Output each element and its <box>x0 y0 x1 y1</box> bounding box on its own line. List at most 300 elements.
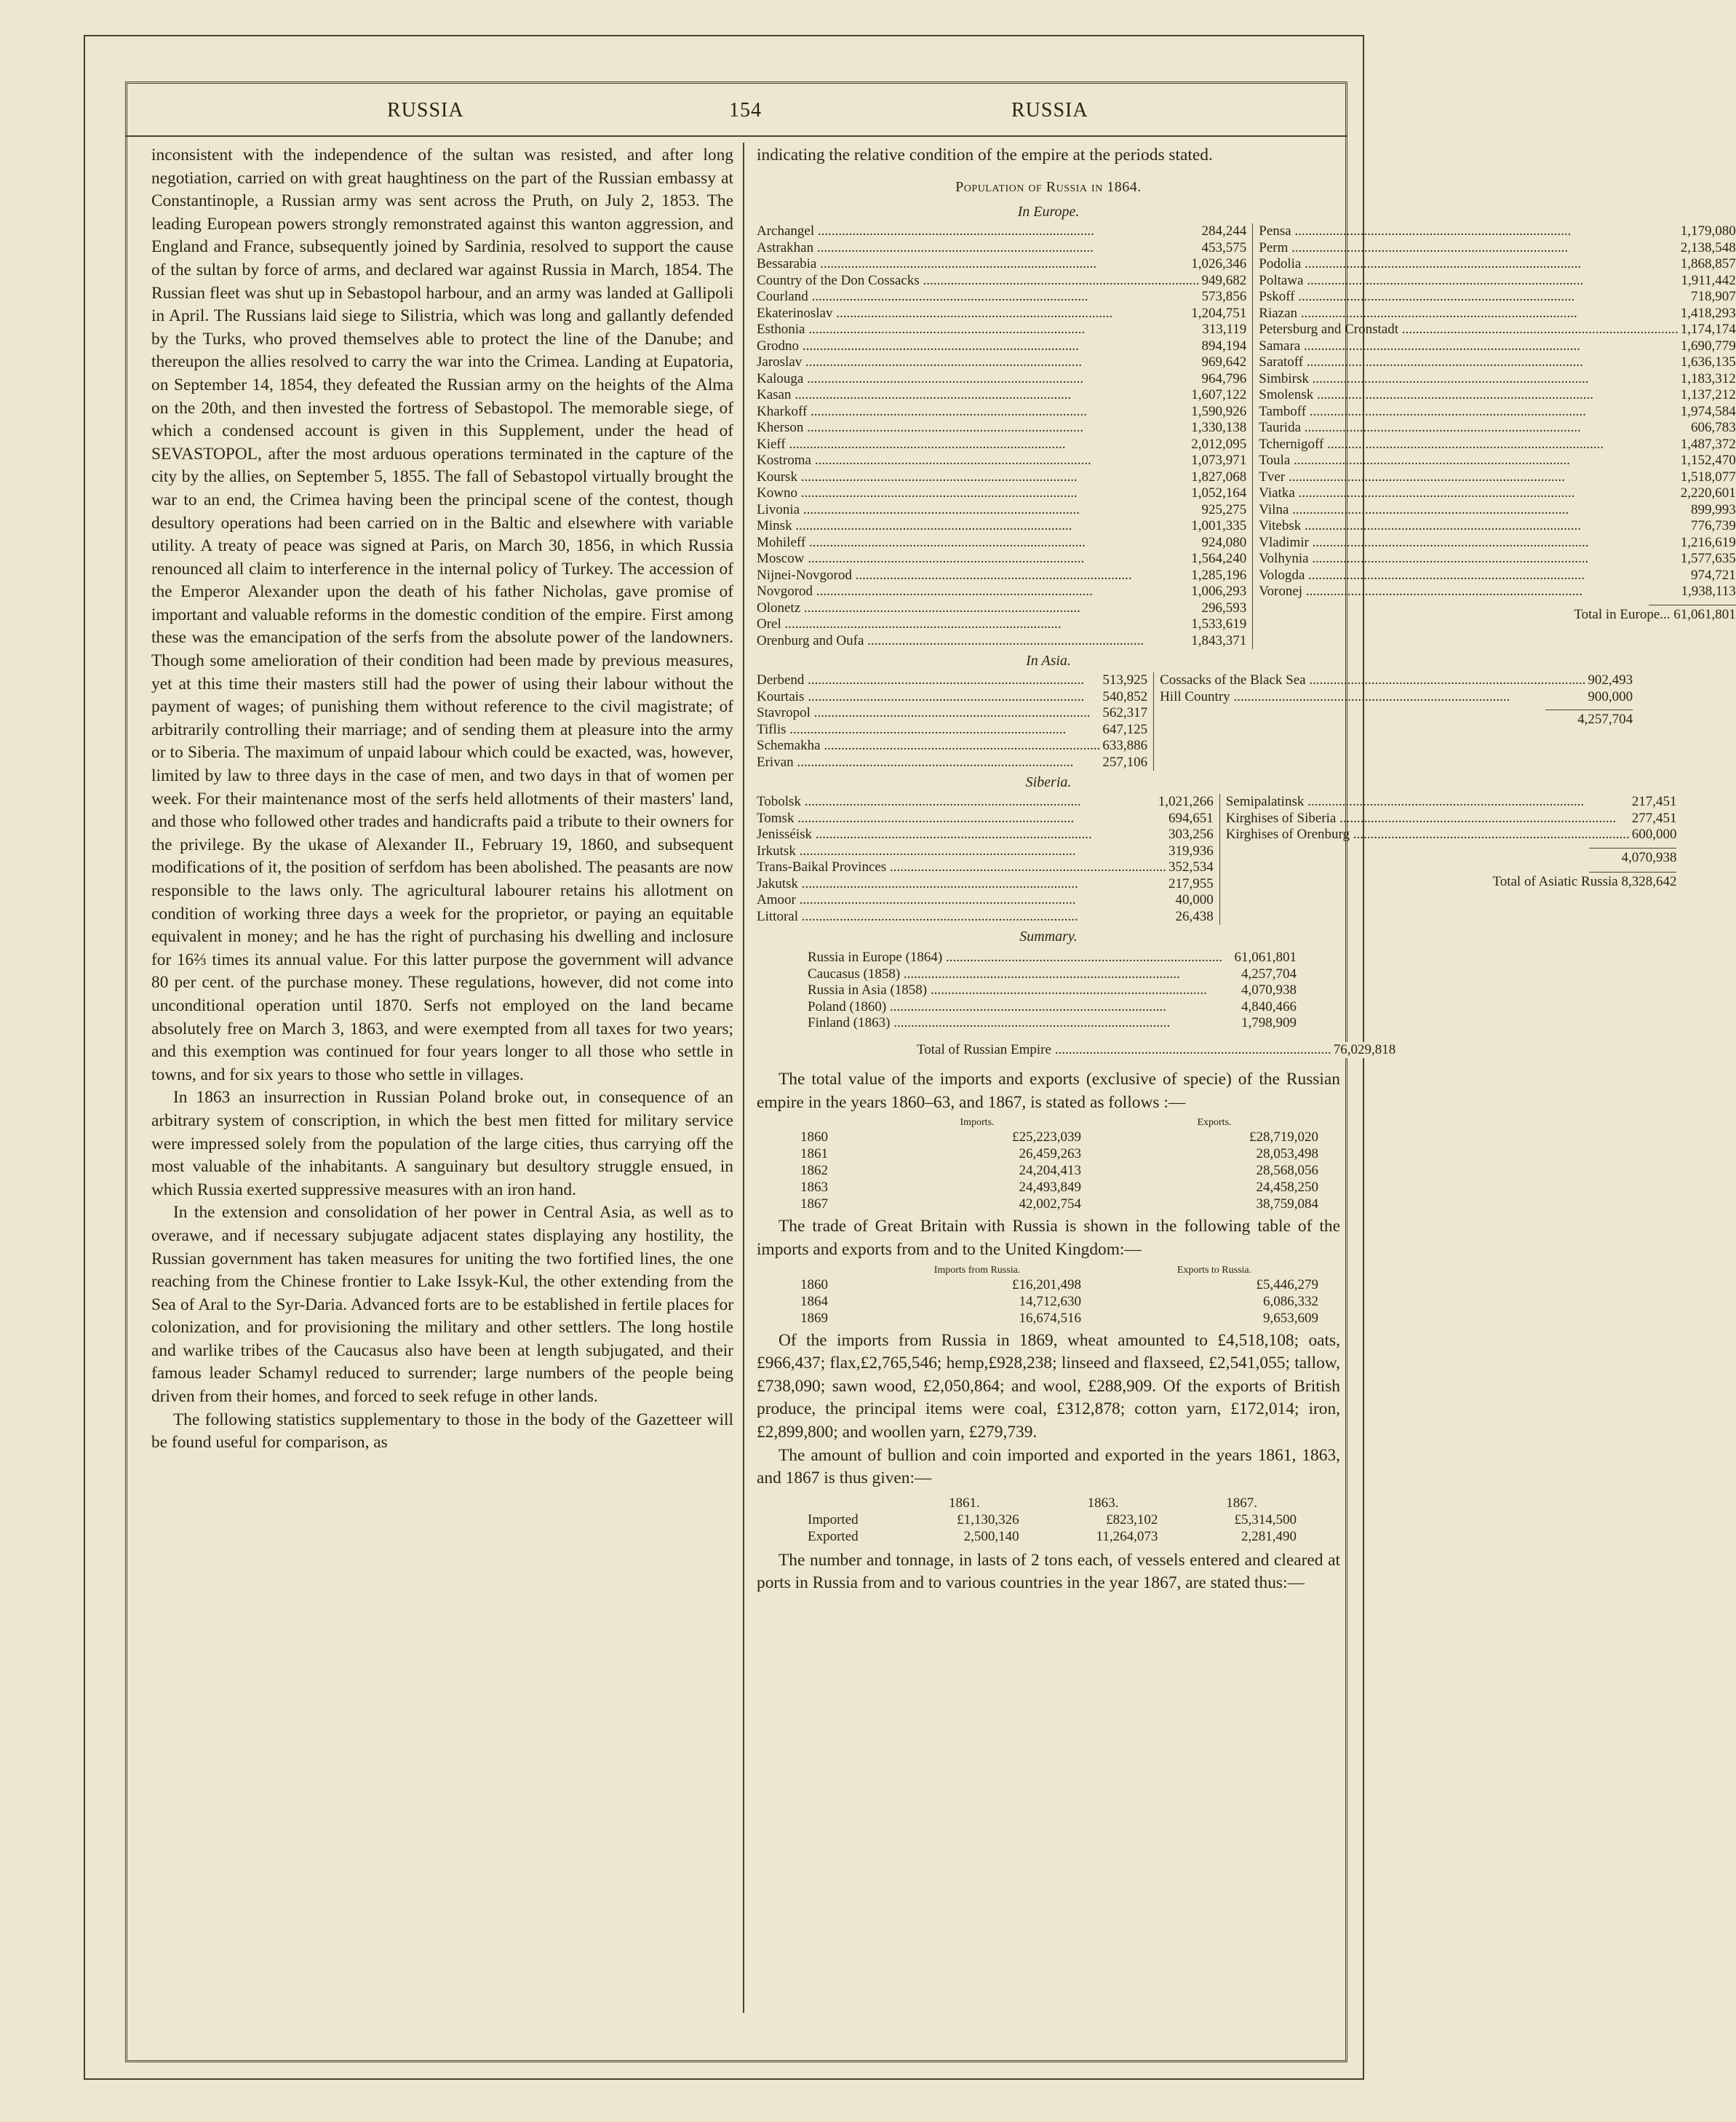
province-row <box>757 551 1246 568</box>
province-row-value: 1,183,312 <box>1679 371 1736 388</box>
province-row-value: 2,138,548 <box>1679 240 1736 257</box>
page-number: 154 <box>729 99 762 122</box>
bullion-row-cell: £823,102 <box>1106 1511 1158 1527</box>
province-row-value: 2,220,601 <box>1679 485 1736 502</box>
province-row-value: 540,852 <box>1100 689 1147 706</box>
summary-heading: Summary. <box>1019 929 1078 945</box>
province-row <box>1259 404 1736 421</box>
province-row-value: 1,330,138 <box>1189 420 1246 437</box>
bullion-row-cell: 2,500,140 <box>963 1528 1019 1544</box>
province-row-name: Nijnei-Novgorod ..... <box>757 568 1189 584</box>
province-row <box>757 722 1147 739</box>
province-row-name: Tiflis ..... <box>757 722 1100 739</box>
asia-table <box>757 672 1633 771</box>
paragraph: In 1863 an insurrection in Russian Poland broke out, in consequence of an arbitrary system of conscription, in which the best men fitted for military service were impressed solely from the population of the large cities, thus carrying off the most valuable of the inhabitants. A sanguinary but desultory struggle ensued, in which Russia exerted suppressive measures with an iron hand. <box>151 1088 733 1199</box>
province-row <box>757 387 1246 404</box>
siberia-right-list <box>1220 794 1677 925</box>
imports-row-cell: 24,458,250 <box>1256 1180 1318 1196</box>
province-row-name: Vitebsk ..... <box>1259 518 1689 535</box>
province-row-name: Kieff ..... <box>757 437 1189 453</box>
province-row <box>757 354 1246 371</box>
province-row-value: 776,739 <box>1689 518 1736 535</box>
province-row <box>1259 387 1736 404</box>
province-row <box>1160 689 1633 706</box>
province-row-value: 1,487,372 <box>1679 437 1736 453</box>
province-row <box>1259 223 1736 240</box>
province-row-value: 647,125 <box>1100 722 1147 739</box>
province-row <box>757 437 1246 453</box>
province-row-value: 352,534 <box>1166 859 1214 876</box>
province-row-value: 284,244 <box>1200 223 1247 240</box>
summary-row <box>808 999 1297 1016</box>
province-row <box>1259 289 1736 306</box>
province-row-value: 1,607,122 <box>1189 387 1246 404</box>
province-row-name: Vladimir ..... <box>1259 535 1679 552</box>
imports-row <box>800 1129 1333 1145</box>
imports-table <box>800 1117 1333 1212</box>
province-row-name: Riazan ..... <box>1259 306 1679 322</box>
province-row-name: Stavropol ..... <box>757 705 1100 722</box>
paragraph: The number and tonnage, in lasts of 2 tons each, of vessels entered and cleared at ports in Russia from and to various countries in the year 1867, are stated thus:— <box>757 1550 1340 1593</box>
province-row-name: Kowno ..... <box>757 485 1189 502</box>
province-row <box>1259 453 1736 469</box>
province-row <box>1259 338 1736 355</box>
imports-row-cell: 24,493,849 <box>1019 1180 1081 1196</box>
europe-left-list <box>757 223 1253 649</box>
province-row-name: Petersburg and Cronstadt ..... <box>1259 322 1679 338</box>
province-row-name: Olonetz ..... <box>757 600 1200 617</box>
province-row-value: 974,721 <box>1689 568 1736 584</box>
header-rule <box>125 135 1347 137</box>
province-row-value: 964,796 <box>1200 371 1247 388</box>
imports-row-cell: 1863 <box>800 1180 828 1196</box>
province-row-value: 1,690,779 <box>1679 338 1736 355</box>
britain-row-cell: £16,201,498 <box>1012 1276 1081 1292</box>
paragraph: In the extension and consolidation of her power in Central Asia, as well as to overawe, and if necessary subjugate adjacent states displaying any hostility, the Russian government has taken measures for uniting the two fortified lines, the one reaching from the Chinese frontier to Lake Issyk-Kul, the other extending from the Sea of Aral to the Syr-Daria. Advanced forts are to be established in fertile places for colonization, and for provisioning the military and other settlers. The long hostile and warlike tribes of the Caucasus also have been at length subjugated, and their famous leader Schamyl reduced to surrender; large numbers of the people being driven from their homes, and forced to seek refuge in other lands. <box>151 1203 733 1407</box>
bullion-year: 1867. <box>1226 1495 1258 1511</box>
province-row-name: Kostroma ..... <box>757 453 1189 469</box>
province-row <box>757 705 1147 722</box>
province-row-value: 1,911,442 <box>1679 273 1735 290</box>
bullion-row-cell: £5,314,500 <box>1234 1511 1297 1527</box>
province-row-value: 925,275 <box>1200 502 1247 519</box>
europe-total: Total in Europe... 61,061,801 <box>1574 606 1736 622</box>
province-row-name: Esthonia ..... <box>757 322 1200 338</box>
province-row-value: 969,642 <box>1200 354 1247 371</box>
province-row-value: 633,886 <box>1100 738 1147 755</box>
summary-row <box>808 966 1297 983</box>
province-row-name: Tchernigoff ..... <box>1259 437 1679 453</box>
paragraph: indicating the relative condition of the empire at the periods stated. <box>757 146 1213 164</box>
province-row-name: Kourtais ..... <box>757 689 1100 706</box>
province-row-value: 1,204,751 <box>1189 306 1246 322</box>
province-row-value: 1,843,371 <box>1189 633 1246 650</box>
bullion-row-cell: Imported <box>808 1511 859 1527</box>
province-row-name: Perm ..... <box>1259 240 1679 257</box>
province-row-name: Amoor ..... <box>757 892 1173 909</box>
province-row-value: 296,593 <box>1200 600 1247 617</box>
province-row <box>757 338 1246 355</box>
province-row-name: Bessarabia ..... <box>757 256 1189 273</box>
province-row-name: Pskoff ..... <box>1259 289 1689 306</box>
bullion-row <box>808 1528 1311 1545</box>
province-row-name: Semipalatinsk ..... <box>1226 794 1630 811</box>
province-row-value: 1,518,077 <box>1679 469 1736 486</box>
page-header <box>125 90 1347 134</box>
province-row-name: Samara ..... <box>1259 338 1679 355</box>
province-row <box>757 485 1246 502</box>
province-row-value: 1,052,164 <box>1189 485 1246 502</box>
province-row-value: 949,682 <box>1200 273 1247 290</box>
province-row-name: Derbend ..... <box>757 672 1100 689</box>
summary-table <box>808 950 1396 1058</box>
province-row-value: 694,651 <box>1166 811 1214 827</box>
britain-row-cell: 6,086,332 <box>1263 1293 1318 1309</box>
province-row-name: Voronej ..... <box>1259 584 1679 600</box>
province-row <box>757 909 1214 926</box>
bullion-row-cell: Exported <box>808 1528 859 1544</box>
summary-row <box>808 950 1297 966</box>
britain-row <box>800 1276 1333 1293</box>
province-row <box>757 859 1214 876</box>
paragraph: The following statistics supplementary to those in the body of the Gazetteer will be found useful for comparison, as <box>151 1410 733 1453</box>
province-row-name: Podolia ..... <box>1259 256 1679 273</box>
province-row <box>757 755 1147 771</box>
summary-row-value: 1,798,909 <box>1239 1015 1297 1032</box>
imports-row-cell: £28,719,020 <box>1249 1129 1318 1145</box>
paragraph: Of the imports from Russia in 1869, wheat amounted to £4,518,108; oats,£966,437; flax,£2,765,546; hemp,£928,238; linseed and flaxseed, £2,541,055; tallow, £738,090; sawn wood, £2,050,864; and wool, £288,909. Of the exports of British produce, the principal items were coal, £312,878; cotton yarn, £172,014; iron, £2,899,800; and woollen yarn, £279,739. <box>757 1330 1340 1442</box>
province-row <box>1259 256 1736 273</box>
britain-row-cell: 1860 <box>800 1276 828 1292</box>
province-row-value: 1,564,240 <box>1189 551 1246 568</box>
province-row-name: Koursk ..... <box>757 469 1189 486</box>
province-row <box>757 322 1246 338</box>
province-row-value: 1,974,584 <box>1679 404 1736 421</box>
siberia-left-list <box>757 794 1220 925</box>
province-row <box>757 738 1147 755</box>
province-row <box>1259 518 1736 535</box>
province-row-value: 1,006,293 <box>1189 584 1246 600</box>
province-row-name: Schemakha ..... <box>757 738 1100 755</box>
europe-table <box>757 223 1736 649</box>
summary-row-value: 4,257,704 <box>1239 966 1297 983</box>
province-row-value: 1,636,135 <box>1679 354 1736 371</box>
province-row <box>757 306 1246 322</box>
province-row-name: Tobolsk ..... <box>757 794 1156 811</box>
province-row <box>757 892 1214 909</box>
province-row-name: Livonia ..... <box>757 502 1200 519</box>
bullion-row-cell: £1,130,326 <box>957 1511 1019 1527</box>
province-row-value: 1,418,293 <box>1679 306 1736 322</box>
province-row-value: 1,001,335 <box>1189 518 1246 535</box>
province-row-value: 900,000 <box>1585 689 1633 706</box>
imports-row-cell: 1867 <box>800 1196 828 1212</box>
province-row-value: 718,907 <box>1689 289 1736 306</box>
province-row-name: Taurida ..... <box>1259 420 1689 437</box>
province-row <box>757 811 1214 827</box>
province-row <box>1226 794 1677 811</box>
imports-row-cell: 42,002,754 <box>1019 1196 1081 1212</box>
province-row-name: Orenburg and Oufa ..... <box>757 633 1189 650</box>
header-left-title: RUSSIA <box>387 99 464 122</box>
britain-row <box>800 1293 1333 1310</box>
province-row <box>757 453 1246 469</box>
imports-row-cell: 28,568,056 <box>1256 1163 1318 1179</box>
imports-row-cell: 1861 <box>800 1146 828 1162</box>
province-row <box>1226 811 1677 827</box>
province-row-value: 453,575 <box>1200 240 1247 257</box>
province-row <box>757 689 1147 706</box>
province-row-value: 1,216,619 <box>1679 535 1736 552</box>
province-row <box>1226 827 1677 843</box>
province-row <box>757 469 1246 486</box>
province-row-value: 303,256 <box>1166 827 1214 843</box>
province-row <box>757 584 1246 600</box>
province-row-value: 313,119 <box>1200 322 1246 338</box>
province-row <box>757 568 1246 584</box>
province-row-value: 894,194 <box>1200 338 1247 355</box>
province-row-name: Moscow ..... <box>757 551 1189 568</box>
province-row-name: Country of the Don Cossacks ..... <box>757 273 1200 290</box>
province-row <box>757 794 1214 811</box>
imports-row <box>800 1145 1333 1162</box>
province-row-value: 573,856 <box>1200 289 1247 306</box>
province-row-name: Hill Country ..... <box>1160 689 1585 706</box>
province-row-name: Kherson ..... <box>757 420 1189 437</box>
province-row <box>757 404 1246 421</box>
province-row <box>1259 535 1736 552</box>
province-row <box>757 518 1246 535</box>
province-row-name: Vilna ..... <box>1259 502 1689 519</box>
province-row-name: Cossacks of the Black Sea ..... <box>1160 672 1585 689</box>
imports-row-cell: 1860 <box>800 1129 828 1145</box>
province-row-name: Erivan ..... <box>757 755 1100 771</box>
imports-row-cell: £25,223,039 <box>1012 1129 1081 1145</box>
province-row-value: 1,285,196 <box>1189 568 1246 584</box>
bullion-year: 1861. <box>948 1495 980 1511</box>
province-row-name: Novgorod ..... <box>757 584 1189 600</box>
imports-row <box>800 1179 1333 1196</box>
britain-row-cell: 9,653,609 <box>1263 1310 1318 1326</box>
imports-row <box>800 1162 1333 1179</box>
imports-row-cell: 24,204,413 <box>1019 1163 1081 1179</box>
province-row <box>1259 354 1736 371</box>
province-row-value: 1,590,926 <box>1189 404 1246 421</box>
province-row-value: 902,493 <box>1585 672 1633 689</box>
asiatic-total: Total of Asiatic Russia 8,328,642 <box>1492 873 1677 889</box>
europe-heading: In Europe. <box>1017 204 1080 220</box>
province-row <box>1259 469 1736 486</box>
asia-heading: In Asia. <box>1026 653 1071 669</box>
province-row-name: Mohileff ..... <box>757 535 1200 552</box>
bullion-row <box>808 1511 1311 1528</box>
province-row-name: Kasan ..... <box>757 387 1189 404</box>
summary-row-name: Finland (1863) ..... <box>808 1015 1239 1032</box>
province-row-name: Volhynia ..... <box>1259 551 1679 568</box>
imports-row-cell: 26,459,263 <box>1019 1146 1081 1162</box>
province-row <box>757 876 1214 893</box>
province-row-value: 1,137,212 <box>1679 387 1736 404</box>
summary-total-value: 76,029,818 <box>1331 1042 1396 1059</box>
province-row <box>757 600 1246 617</box>
column-divider <box>743 143 744 2013</box>
britain-row-cell: 1864 <box>800 1293 828 1309</box>
britain-imports-header: Imports from Russia. <box>933 1264 1021 1276</box>
britain-exports-header: Exports to Russia. <box>1176 1264 1252 1276</box>
paragraph: inconsistent with the independence of the sultan was resisted, and after long negotiation, carried on with great haughtiness on the part of the Russian embassy at Constantinople, a Russian army was sent across the Pruth, on July 2, 1853. The leading European powers strongly remonstrated against this wanton aggression, and England and France, subsequently joined by Sardinia, resolved to support the cause of the sultan by force of arms, and declared war against Russia in March, 1854. The Russian fleet was shut up in Sebastopol harbour, and an army was landed at Gallipoli in April. The Russians laid siege to Silistria, which was long and gallantly defended by the Turks, who proved themselves able to protect the line of the Danube; and thereupon the allies resolved to carry the war into the Crimea. Landing at Eupatoria, on September 14, 1854, they defeated the Russian army on the heights of the Alma on the 20th, and then invested the fortress of Sebastopol. The memorable siege, of which a condensed account is given in this Supplement, under the head of SEVASTOPOL, after the most arduous operations terminated in the capture of the city by the allies, on September 5, 1855. The fall of Sebastopol virtually brought the war to an end, the Crimea having been the principal scene of the contest, though desultory operations had been carried on in the Baltic and elsewhere with variable utility. A treaty of peace was signed at Paris, on March 30, 1856, in which Russia renounced all claim to interference in the internal policy of Turkey. The accession of the Emperor Alexander upon the death of his father Nicholas, gave promise of important and valuable reforms in the domestic condition of the empire. First among these was the emancipation of the serfs from the absolute power of the landowners. Though some amelioration of their condition had been made by previous measures, yet at this time their masters still had the power of using their labour without the payment of wages; of punishing them without reference to the civil magistrate; of arbitrarily controlling their marriage; and of sending them at pleasure into the army or to Siberia. The maximum of unpaid labour which could be exacted, was, however, limited by law to three days in the case of men, and two days in that of women per week. For their maintenance most of the serfs held allotments of their masters' land, and those who followed other trades and handicrafts paid a tribute to their owners for the privilege. By the ukase of Alexander II., February 19, 1860, and subsequent modifications of it, the position of serfdom has been abolished. The peasants are now responsible to the laws only. The agricultural labourer retains his allotment on condition of working three days a week for the proprietor, or paying an equitable equivalent in money; and he has the right of purchasing his dwelling and inclosure for 16⅔ times its annual value. For this latter purpose the government will advance 80 per cent. of the purchase money. These regulations, however, did not come into unconditional operation until 1870. Serfs not employed on the land became absolutely free on March 3, 1863, and were exempted from all taxes for two years; and this exemption was continued for four years longer to all those who settle in towns, and for six years to those who settle in villages. <box>151 146 733 1084</box>
province-row-name: Toula ..... <box>1259 453 1679 469</box>
province-row-name: Tamboff ..... <box>1259 404 1679 421</box>
province-row <box>1259 420 1736 437</box>
province-row-name: Tomsk ..... <box>757 811 1166 827</box>
province-row <box>1259 485 1736 502</box>
summary-row-value: 4,840,466 <box>1239 999 1297 1016</box>
left-column <box>151 144 733 1455</box>
imports-row-cell: 1862 <box>800 1163 828 1179</box>
right-column <box>757 144 1736 1595</box>
province-row-value: 600,000 <box>1630 827 1677 843</box>
province-row-name: Kirghises of Siberia ..... <box>1226 811 1630 827</box>
summary-total-row <box>808 1041 1396 1059</box>
province-row <box>757 273 1246 290</box>
province-row-value: 513,925 <box>1100 672 1147 689</box>
asia-right-list <box>1154 672 1633 771</box>
province-row-value: 1,533,619 <box>1189 616 1246 633</box>
province-row-value: 217,955 <box>1166 876 1214 893</box>
header-right-title: RUSSIA <box>1011 99 1088 122</box>
province-row <box>757 223 1246 240</box>
province-row <box>1259 502 1736 519</box>
bullion-table <box>808 1495 1311 1545</box>
province-row <box>1259 322 1736 338</box>
province-row-name: Jaroslav ..... <box>757 354 1200 371</box>
province-row-value: 1,021,266 <box>1156 794 1214 811</box>
province-row <box>1259 273 1736 290</box>
province-row <box>1160 672 1633 689</box>
summary-row-value: 61,061,801 <box>1233 950 1297 966</box>
summary-row-name: Russia in Europe (1864) ..... <box>808 950 1233 966</box>
province-row <box>1259 584 1736 600</box>
summary-row-value: 4,070,938 <box>1239 982 1297 999</box>
britain-table <box>800 1265 1333 1327</box>
province-row-name: Orel ..... <box>757 616 1189 633</box>
province-row <box>757 843 1214 860</box>
province-row-value: 1,827,068 <box>1189 469 1246 486</box>
province-row <box>1259 240 1736 257</box>
province-row-value: 1,577,635 <box>1679 551 1736 568</box>
province-row-value: 1,938,113 <box>1679 584 1735 600</box>
province-row-name: Astrakhan ..... <box>757 240 1200 257</box>
province-row-name: Kalouga ..... <box>757 371 1200 388</box>
province-row <box>757 672 1147 689</box>
province-row-value: 1,152,470 <box>1679 453 1736 469</box>
province-row <box>757 535 1246 552</box>
province-row <box>1259 371 1736 388</box>
province-row <box>1259 437 1736 453</box>
britain-row <box>800 1310 1333 1327</box>
province-row-name: Jenisséisk ..... <box>757 827 1166 843</box>
province-row-value: 562,317 <box>1100 705 1147 722</box>
province-row <box>757 240 1246 257</box>
province-row-name: Simbirsk ..... <box>1259 371 1679 388</box>
province-row-name: Kharkoff ..... <box>757 404 1189 421</box>
asia-total: 4,257,704 <box>1577 712 1633 728</box>
province-row-name: Saratoff ..... <box>1259 354 1679 371</box>
summary-row-name: Poland (1860) ..... <box>808 999 1239 1016</box>
exports-header: Exports. <box>1197 1117 1232 1129</box>
summary-row-name: Caucasus (1858) ..... <box>808 966 1239 983</box>
province-row-value: 1,026,346 <box>1189 256 1246 273</box>
province-row-value: 277,451 <box>1630 811 1677 827</box>
britain-row-cell: 14,712,630 <box>1019 1293 1081 1309</box>
bullion-row-cell: 11,264,073 <box>1096 1528 1158 1544</box>
paragraph: The amount of bullion and coin imported and exported in the years 1861, 1863, and 1867 is thus given:— <box>757 1445 1340 1488</box>
imports-header: Imports. <box>960 1117 995 1129</box>
britain-row-cell: 1869 <box>800 1310 828 1326</box>
province-row-name: Pensa ..... <box>1259 223 1679 240</box>
province-row-name: Irkutsk ..... <box>757 843 1166 860</box>
bullion-row-cell: 2,281,490 <box>1241 1528 1297 1544</box>
province-row-value: 899,993 <box>1689 502 1736 519</box>
province-row-value: 319,936 <box>1166 843 1214 860</box>
siberia-total: 4,070,938 <box>1621 849 1677 865</box>
province-row-name: Poltawa ..... <box>1259 273 1679 290</box>
province-row-name: Minsk ..... <box>757 518 1189 535</box>
asia-left-list <box>757 672 1154 771</box>
britain-row-cell: 16,674,516 <box>1019 1310 1081 1326</box>
paragraph: The total value of the imports and exports (exclusive of specie) of the Russian empire in the years 1860–63, and 1867, is stated as follows :— <box>757 1070 1340 1112</box>
europe-right-list <box>1253 223 1736 649</box>
imports-row <box>800 1196 1333 1212</box>
province-row <box>1259 306 1736 322</box>
province-row-name: Trans-Baikal Provinces ..... <box>757 859 1166 876</box>
province-row-value: 606,783 <box>1689 420 1736 437</box>
province-row <box>757 633 1246 650</box>
province-row-value: 40,000 <box>1173 892 1213 909</box>
province-row-name: Jakutsk ..... <box>757 876 1166 893</box>
province-row-value: 257,106 <box>1100 755 1147 771</box>
province-row <box>757 256 1246 273</box>
province-row-name: Courland ..... <box>757 289 1200 306</box>
province-row <box>757 289 1246 306</box>
province-row-name: Kirghises of Orenburg ..... <box>1226 827 1630 843</box>
province-row-name: Vologda ..... <box>1259 568 1689 584</box>
britain-row-cell: £5,446,279 <box>1256 1276 1318 1292</box>
province-row-value: 2,012,095 <box>1189 437 1246 453</box>
imports-row-cell: 38,759,084 <box>1256 1196 1318 1212</box>
province-row-name: Tver ..... <box>1259 469 1679 486</box>
summary-row <box>808 982 1297 999</box>
province-row <box>757 827 1214 843</box>
province-row <box>757 502 1246 519</box>
province-row-value: 1,179,080 <box>1679 223 1736 240</box>
province-row <box>1259 568 1736 584</box>
siberia-table <box>757 794 1677 925</box>
province-row <box>757 616 1246 633</box>
province-row-value: 1,073,971 <box>1189 453 1246 469</box>
summary-total-label: Total of Russian Empire ..... <box>917 1042 1331 1059</box>
province-row-name: Archangel ..... <box>757 223 1200 240</box>
paragraph: The trade of Great Britain with Russia is shown in the following table of the imports and exports from and to the United Kingdom:— <box>757 1217 1340 1259</box>
siberia-heading: Siberia. <box>1025 774 1072 791</box>
imports-row-cell: 28,053,498 <box>1256 1146 1318 1162</box>
summary-row-name: Russia in Asia (1858) ..... <box>808 982 1239 999</box>
province-row-name: Smolensk ..... <box>1259 387 1679 404</box>
province-row <box>757 420 1246 437</box>
province-row-name: Littoral ..... <box>757 909 1173 926</box>
province-row <box>1259 551 1736 568</box>
province-row <box>757 371 1246 388</box>
